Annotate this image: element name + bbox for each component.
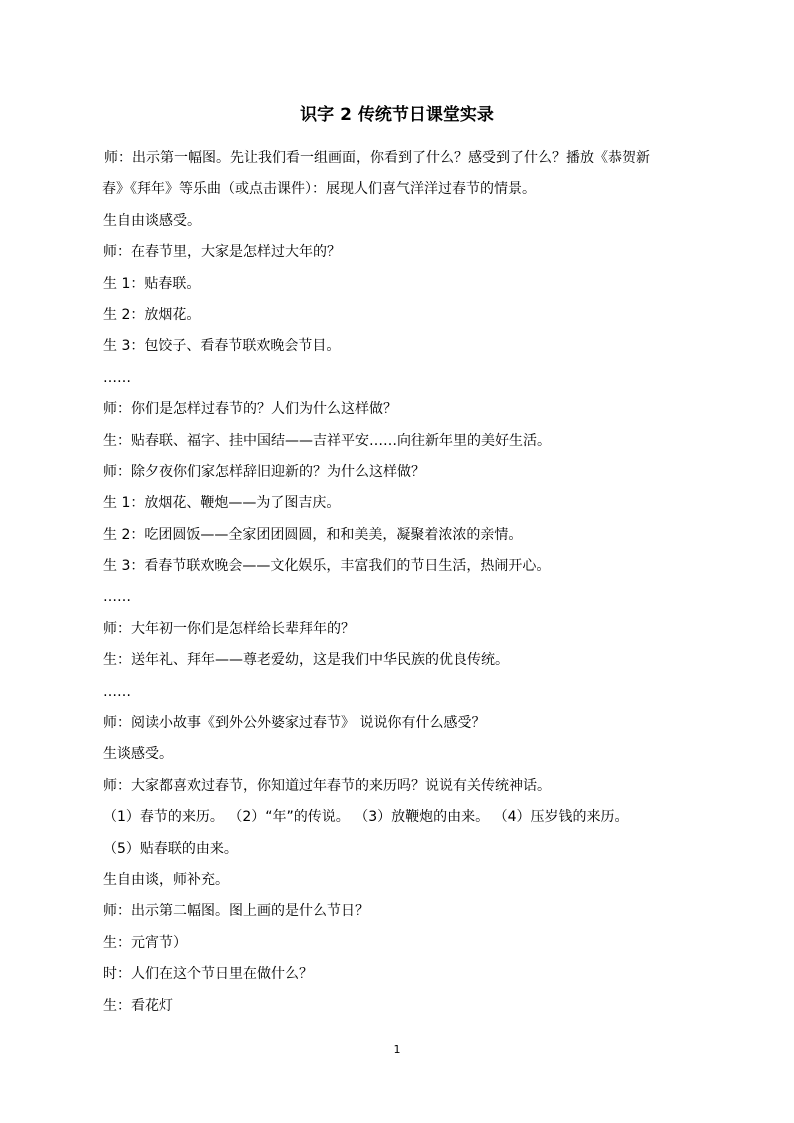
paragraph-line: 师：除夕夜你们家怎样辞旧迎新的？为什么这样做？ [103,463,425,480]
paragraph-line: 生：送年礼、拜年——尊老爱幼，这是我们中华民族的优良传统。 [103,652,509,669]
paragraph-line: 生：贴春联、福字、挂中国结——吉祥平安……向往新年里的美好生活。 [103,432,551,449]
list-line: （5）贴春联的由来。 [103,840,238,857]
document-title: 识字 2 传统节日课堂实录 [300,105,494,125]
document-body [103,143,723,1022]
paragraph-line: 师：出示第一幅图。先让我们看一组画面，你看到了什么？感受到了什么？播放《恭贺新 [104,150,650,166]
paragraph-line: 生 1：放烟花、鞭炮——为了图吉庆。 [103,495,341,512]
paragraph-line: 生：看花灯 [103,997,173,1014]
paragraph-line: 春》《拜年》等乐曲（或点击课件）：展现人们喜气洋洋过春节的情景。 [102,181,536,198]
list-line: （1）春节的来历。 （2）“年”的传说。 （3）放鞭炮的由来。 （4）压岁钱的来历。 [103,809,629,826]
paragraph-line: 师：大年初一你们是怎样给长辈拜年的？ [103,620,355,637]
paragraph-line: 时：人们在这个节日里在做什么？ [103,966,313,983]
paragraph-line: 师：出示第二幅图。图上画的是什么节日？ [103,903,369,920]
paragraph-line: 生自由谈感受。 [103,212,201,229]
paragraph-line: 生 3：包饺子、看春节联欢晚会节目。 [103,338,341,355]
paragraph-line: 生谈感受。 [103,746,173,763]
ellipsis-line: …… [103,589,131,606]
ellipsis-line: …… [103,369,131,386]
paragraph-line: 生：元宵节） [103,934,187,951]
paragraph-line: 生 3：看春节联欢晚会——文化娱乐，丰富我们的节日生活，热闹开心。 [103,558,551,575]
paragraph-line: 师：大家都喜欢过春节，你知道过年春节的来历吗？说说有关传统神话。 [103,777,551,794]
paragraph-line: 生 1：贴春联。 [103,275,201,292]
page-number: 1 [393,1043,401,1056]
paragraph-line: 生 2：吃团圆饭——全家团团圆圆，和和美美，凝聚着浓浓的亲情。 [103,526,523,543]
ellipsis-line: …… [103,683,131,700]
paragraph-line: 师：在春节里，大家是怎样过大年的？ [103,244,341,261]
paragraph-line: 师：阅读小故事《到外公外婆家过春节》 说说你有什么感受？ [103,715,486,732]
paragraph-line: 生 2：放烟花。 [103,306,201,323]
paragraph-line: 师：你们是怎样过春节的？人们为什么这样做？ [103,401,397,418]
paragraph-line: 生自由谈，师补充。 [103,871,229,888]
